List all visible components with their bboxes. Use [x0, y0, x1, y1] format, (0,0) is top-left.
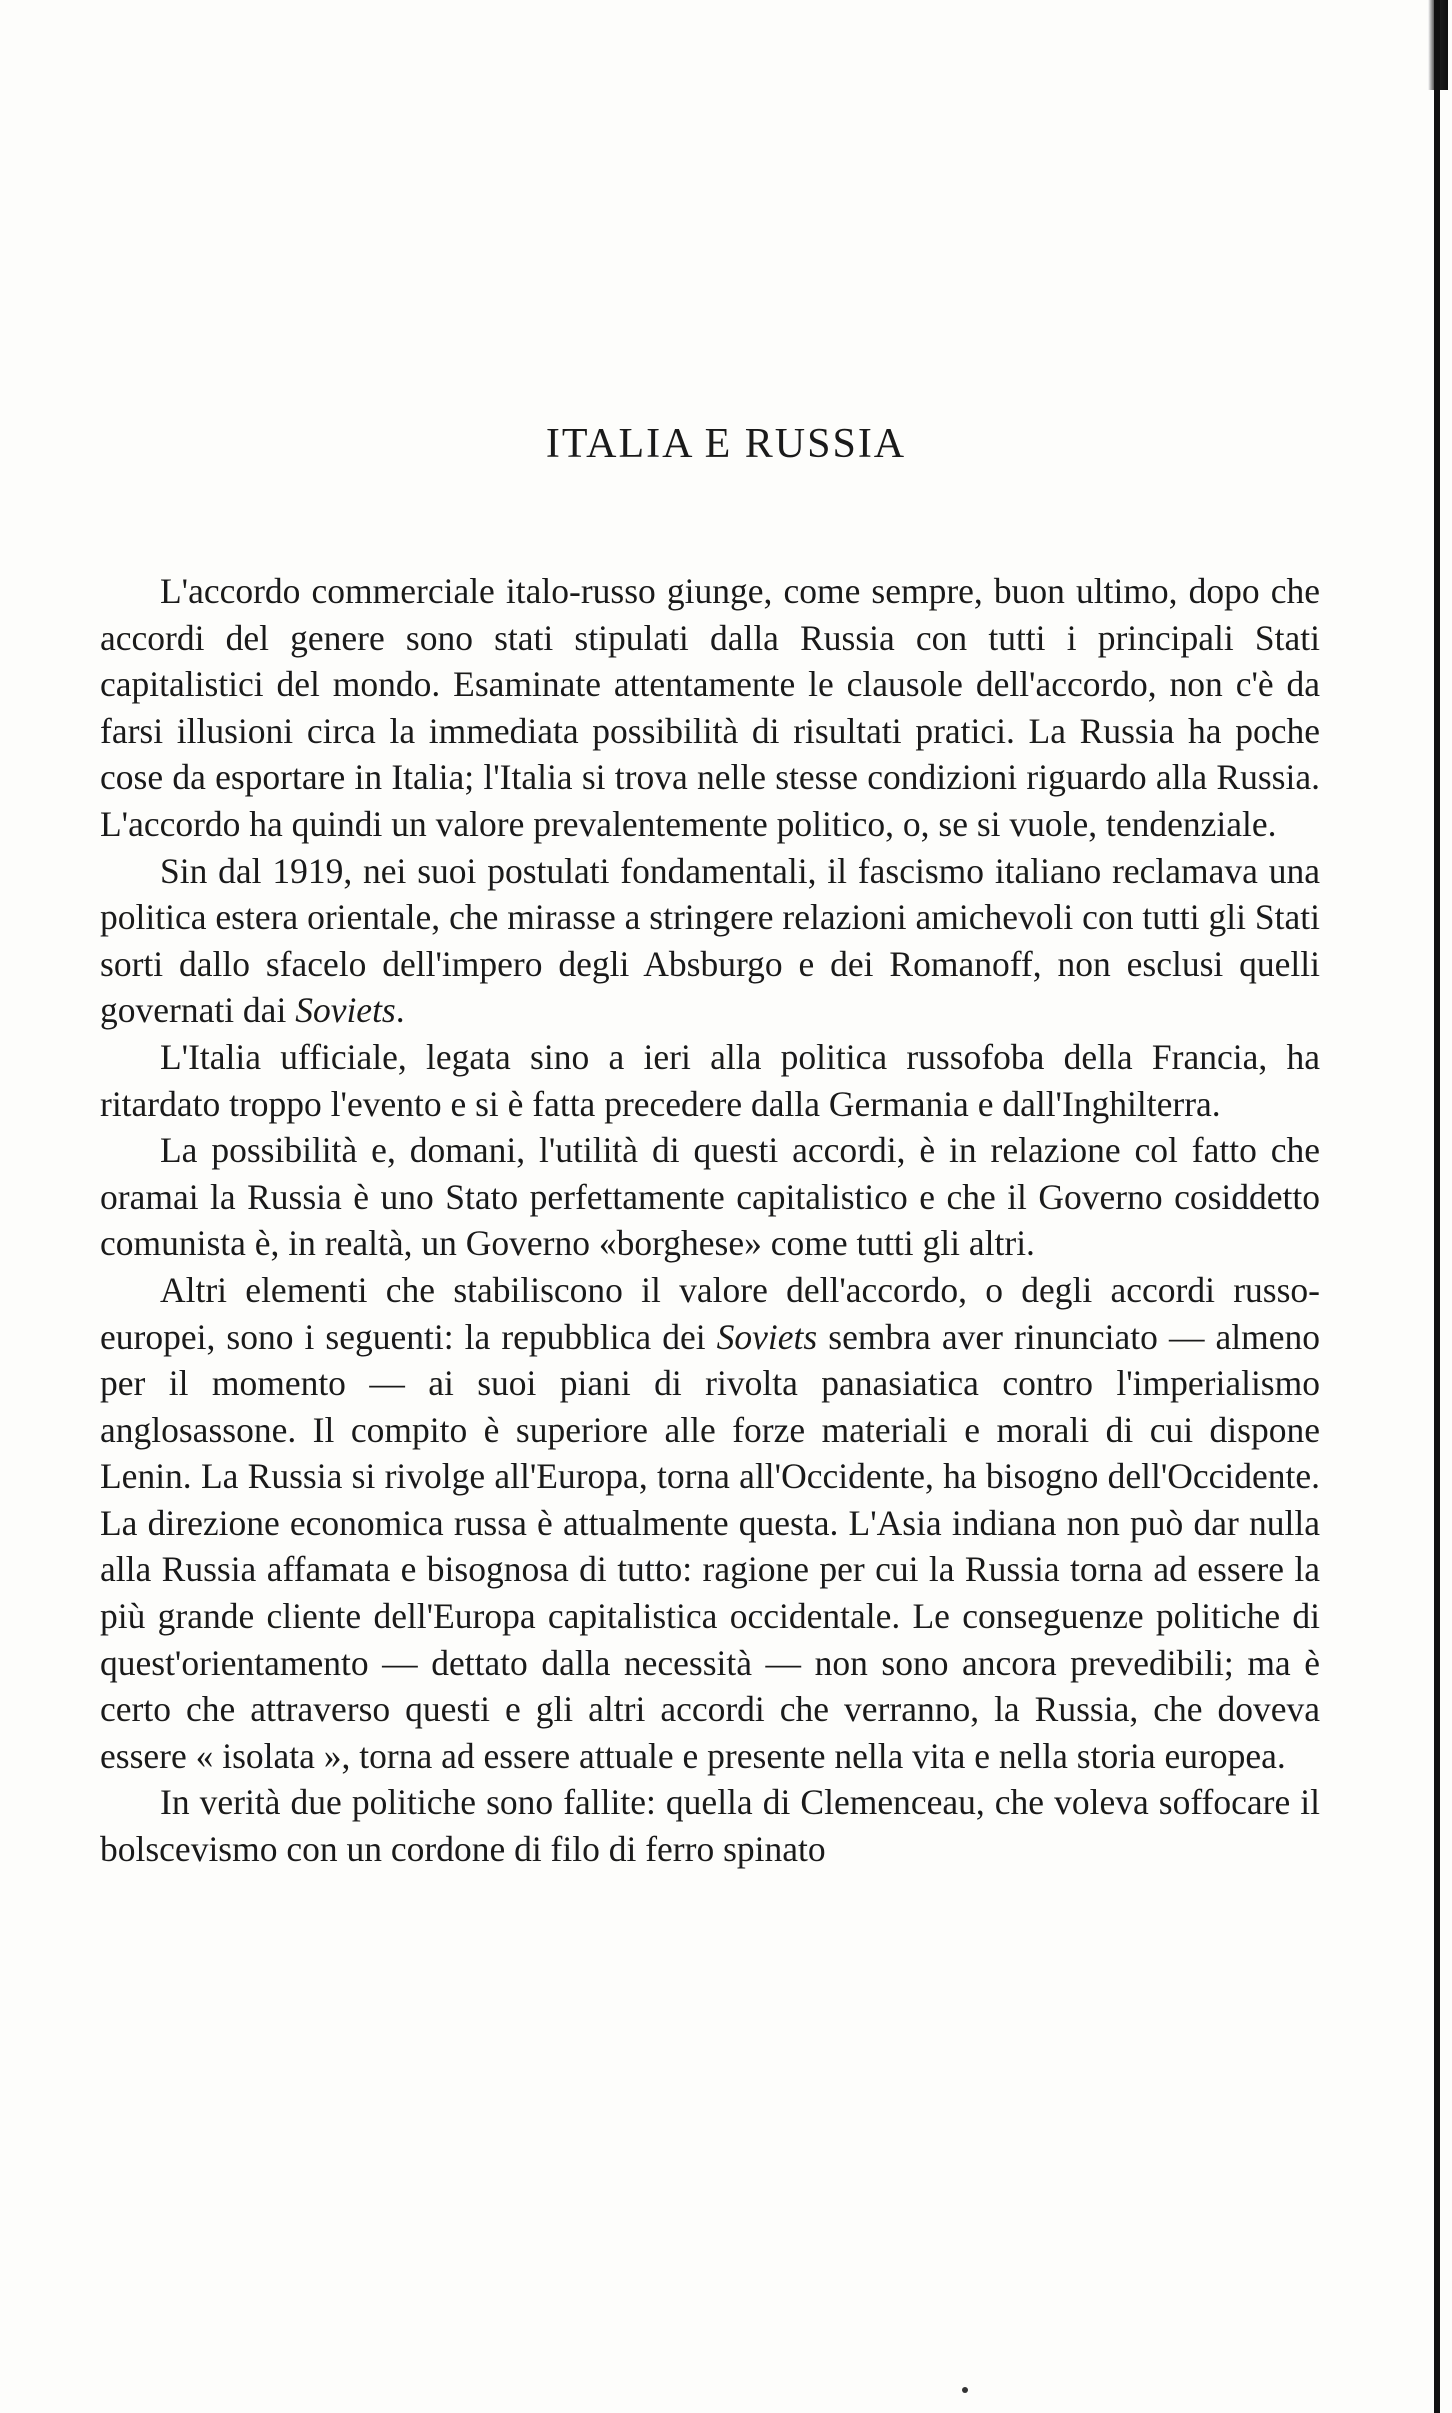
paragraph-6: In verità due politiche sono fallite: quella di Clemenceau, che voleva soffocare il bolscevismo con un cordone di filo di ferro spinato	[100, 1782, 1320, 1870]
paragraph-2	[100, 848, 1320, 1034]
paragraph-5-end: sembra aver rinunciato — almeno per il momento — ai suoi piani di rivolta panasiatica contro l'imperialismo anglosassone. Il compito è superiore alle forze materiali e morali di cui dispone Lenin. La Russia si rivolge all'Europa, torna all'Occidente, ha bisogno dell'Occidente. La direzione economica russa è attualmente questa. L'Asia indiana non può dar nulla alla Russia affamata e bisognosa di tutto: ragione per cui la Russia torna ad essere la più grande cliente dell'Europa capitalistica occidentale. Le conseguenze politiche di quest'orientamento — dettato dalla necessità — non sono ancora prevedibili; ma è certo che attraverso questi e gli altri accordi che verranno, la Russia, che doveva essere « isolata », torna ad essere attuale e presente nella vita e nella storia europea.	[100, 1316, 1321, 1776]
scan-speck	[962, 2387, 968, 2393]
paragraph-2-text: Sin dal 1919, nei suoi postulati fondamentali, il fascismo italiano reclamava una politica estera orientale, che mirasse a stringere relazioni amichevoli con tutti gli Stati sorti dallo sfacelo dell'impero degli Absburgo e dei Romanoff, non esclusi quelli governati dai	[100, 850, 1320, 1031]
page-title: ITALIA E RUSSIA	[545, 421, 907, 467]
paragraph-5-text: Altri elementi che stabiliscono il valore dell'accordo, o degli accordi russo-europei, sono i seguenti: la repubblica dei	[100, 1269, 1320, 1357]
scan-edge-line	[1434, 0, 1440, 2413]
article-body	[100, 568, 1320, 1873]
paragraph-3: L'Italia ufficiale, legata sino a ieri alla politica russofoba della Francia, ha ritardato troppo l'evento e si è fatta precedere dalla Germania e dall'Inghilterra.	[100, 1036, 1320, 1124]
paragraph-5-italic: Soviets	[716, 1316, 818, 1357]
paragraph-2-end: .	[395, 990, 405, 1031]
paragraph-1: L'accordo commerciale italo-russo giunge, come sempre, buon ultimo, dopo che accordi del genere sono stati stipulati dalla Russia con tutti i principali Stati capitalistici del mondo. Esaminate attentamente le clausole dell'accordo, non c'è da farsi illusioni circa la immediata possibilità di risultati pratici. La Russia ha poche cose da esportare in Italia; l'Italia si trova nelle stesse condizioni riguardo alla Russia. L'accordo ha quindi un valore prevalentemente politico, o, se si vuole, tendenziale.	[100, 571, 1320, 844]
paragraph-2-italic: Soviets	[295, 990, 396, 1031]
paragraph-4: La possibilità e, domani, l'utilità di questi accordi, è in relazione col fatto che oramai la Russia è uno Stato perfettamente capitalistico e che il Governo cosiddetto comunista è, in realtà, un Governo «borghese» come tutti gli altri.	[100, 1130, 1320, 1264]
paragraph-5	[100, 1267, 1320, 1780]
